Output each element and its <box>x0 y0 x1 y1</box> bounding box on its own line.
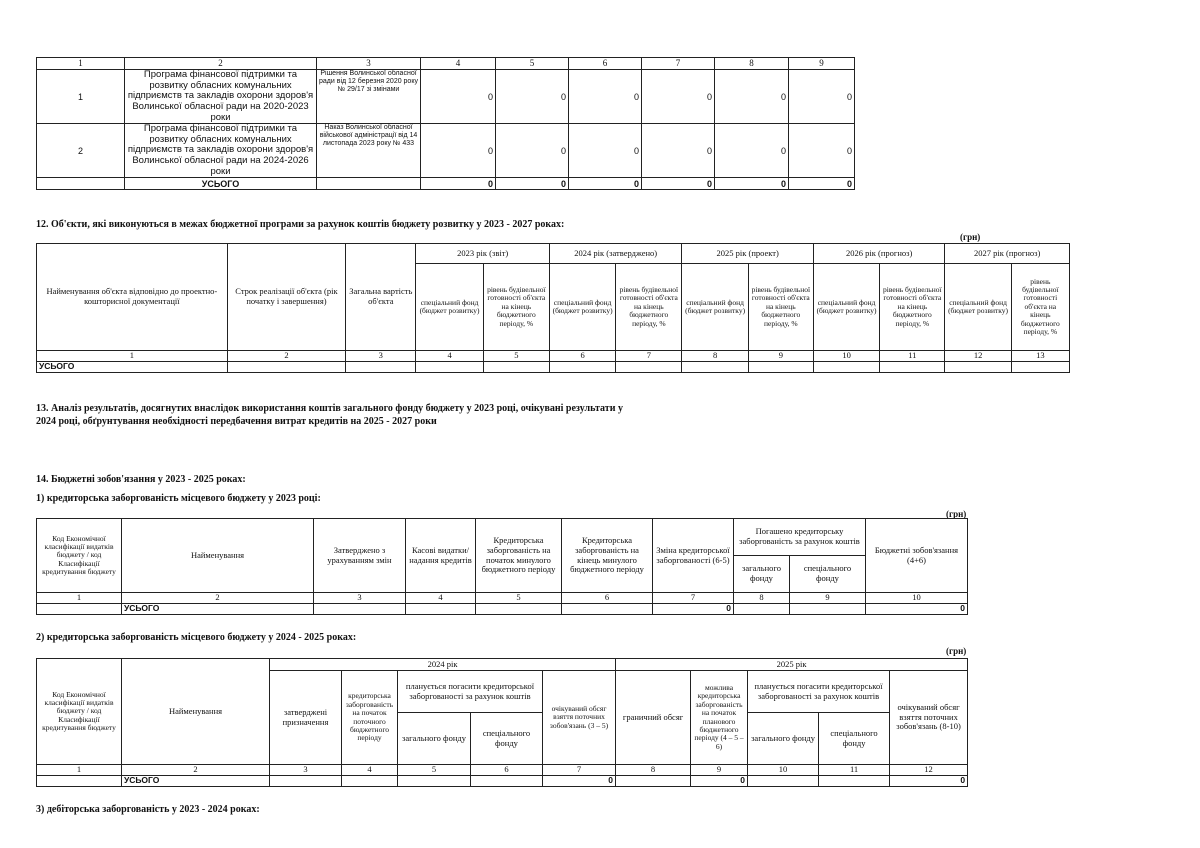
col-num: 2 <box>227 351 345 362</box>
header-repaid: Погашено кредиторську заборгованість за рахунок коштів <box>734 519 866 556</box>
col-num: 8 <box>682 351 748 362</box>
col-num: 6 <box>569 58 642 70</box>
header-readiness: рівень будівельної готовності об'єкта на кінець бюджетного періоду, % <box>483 264 549 351</box>
header-possible-debt: можлива кредиторська заборгованість на початок планового бюджетного періоду (4 – 5 – 6) <box>691 671 748 765</box>
header-change: Зміна кредиторської заборгованості (6-5) <box>653 519 734 593</box>
col-num: 10 <box>866 593 968 604</box>
value-cell: 0 <box>496 124 569 178</box>
table-row <box>37 124 855 178</box>
column-number-row <box>37 593 968 604</box>
total-value: 0 <box>496 178 569 190</box>
col-num: 4 <box>406 593 476 604</box>
header-general-fund: загального фонду <box>748 713 819 765</box>
value-cell: 0 <box>421 124 496 178</box>
header-limit: граничний обсяг <box>616 671 691 765</box>
value-cell: 0 <box>715 70 789 124</box>
total-row <box>37 362 1070 373</box>
col-num: 1 <box>37 351 228 362</box>
table-row <box>37 70 855 124</box>
col-num: 9 <box>790 593 866 604</box>
subsection-2-heading: 2) кредиторська заборгованість місцевого бюджету у 2024 - 2025 роках: <box>36 632 357 643</box>
payables-2023-table <box>36 518 968 615</box>
header-object-name: Найменування об'єкта відповідно до проектно-кошторисної документації <box>37 244 228 351</box>
header-row <box>37 519 968 556</box>
empty-cell <box>317 178 421 190</box>
section-12-heading: 12. Об'єкти, які виконуються в межах бюджетної програми за рахунок коштів бюджету розвитку у 2023 - 2027 роках: <box>36 219 565 230</box>
col-num: 9 <box>691 765 748 776</box>
program-name: Програма фінансової підтримки та розвитку обласних комунальних підприємств та закладів охорони здоров'я Волинської обласної ради на 2024-2026 роки <box>125 124 317 178</box>
col-num: 3 <box>346 351 416 362</box>
header-term: Строк реалізації об'єкта (рік початку і завершення) <box>227 244 345 351</box>
program-name: Програма фінансової підтримки та розвитку обласних комунальних підприємств та закладів охорони здоров'я Волинської обласної ради на 2020-2023 роки <box>125 70 317 124</box>
header-special-fund: спеціальний фонд (бюджет розвитку) <box>813 264 879 351</box>
header-name: Найменування <box>122 519 314 593</box>
value-cell: 0 <box>569 70 642 124</box>
header-year: 2023 рік (звіт) <box>416 244 550 264</box>
header-debt-end: Кредиторська заборгованість на кінець минулого бюджетного періоду <box>562 519 653 593</box>
header-special-fund: спеціальний фонд (бюджет розвитку) <box>945 264 1011 351</box>
total-value: 0 <box>789 178 855 190</box>
header-year: 2025 рік (проект) <box>682 244 813 264</box>
total-value: 0 <box>866 604 968 615</box>
total-value: 0 <box>653 604 734 615</box>
col-num: 12 <box>890 765 968 776</box>
col-num: 4 <box>416 351 483 362</box>
program-basis: Рішення Волинської обласної ради від 12 березня 2020 року № 29/17 зі змінами <box>317 70 421 124</box>
total-value: 0 <box>691 776 748 787</box>
total-value: 0 <box>890 776 968 787</box>
value-cell: 0 <box>569 124 642 178</box>
section-14-heading: 14. Бюджетні зобов'язання у 2023 - 2025 роках: <box>36 474 246 485</box>
col-num: 4 <box>342 765 398 776</box>
subsection-1-heading: 1) кредиторська заборгованість місцевого бюджету у 2023 році: <box>36 493 321 504</box>
header-general-fund: загального фонду <box>398 713 471 765</box>
value-cell: 0 <box>642 70 715 124</box>
col-num: 11 <box>880 351 945 362</box>
unit-label: (грн) <box>960 232 981 242</box>
col-num: 5 <box>496 58 569 70</box>
total-value: 0 <box>421 178 496 190</box>
unit-label: (грн) <box>946 646 967 656</box>
header-cash: Касові видатки/ надання кредитів <box>406 519 476 593</box>
unit-label: (грн) <box>946 509 967 519</box>
header-expected: очікуваний обсяг взяття поточних зобов'язань (8-10) <box>890 671 968 765</box>
col-num: 1 <box>37 593 122 604</box>
section-13-line-1: 13. Аналіз результатів, досягнутих внаслідок використання коштів загального фонду бюджету у 2023 році, очікувані результати у <box>36 403 623 414</box>
header-debt-start: кредиторська заборгованість на початок поточного бюджетного періоду <box>342 671 398 765</box>
header-year: 2027 рік (прогноз) <box>945 244 1070 264</box>
header-year: 2025 рік <box>616 659 968 671</box>
col-num: 7 <box>543 765 616 776</box>
col-num: 2 <box>125 58 317 70</box>
col-num: 7 <box>653 593 734 604</box>
header-approved: Затверджено з урахуванням змін <box>314 519 406 593</box>
col-num: 9 <box>748 351 813 362</box>
header-readiness: рівень будівельної готовності об'єкта на кінець бюджетного періоду, % <box>1011 264 1069 351</box>
col-num: 13 <box>1011 351 1069 362</box>
col-num: 4 <box>421 58 496 70</box>
header-planned: планується погасити кредиторської заборгованості за рахунок коштів <box>748 671 890 713</box>
col-num: 2 <box>122 593 314 604</box>
header-year: 2024 рік <box>270 659 616 671</box>
col-num: 5 <box>483 351 549 362</box>
col-num: 6 <box>549 351 615 362</box>
total-value: 0 <box>569 178 642 190</box>
header-year: 2024 рік (затверджено) <box>549 244 682 264</box>
col-num: 6 <box>562 593 653 604</box>
total-value: 0 <box>715 178 789 190</box>
header-special-fund: спеціального фонду <box>790 556 866 593</box>
row-number: 2 <box>37 124 125 178</box>
total-value: 0 <box>543 776 616 787</box>
col-num: 5 <box>398 765 471 776</box>
header-obligations: Бюджетні зобов'язання (4+6) <box>866 519 968 593</box>
header-approved: затверджені призначення <box>270 671 342 765</box>
total-label: УСЬОГО <box>125 178 317 190</box>
value-cell: 0 <box>496 70 569 124</box>
header-special-fund: спеціальний фонд (бюджет розвитку) <box>416 264 483 351</box>
total-row <box>37 178 855 190</box>
col-num: 6 <box>471 765 543 776</box>
total-label: УСЬОГО <box>37 362 228 373</box>
header-readiness: рівень будівельної готовності об'єкта на кінець бюджетного періоду, % <box>880 264 945 351</box>
value-cell: 0 <box>715 124 789 178</box>
programs-table <box>36 57 855 190</box>
col-num: 7 <box>616 351 682 362</box>
header-code: Код Економічної класифікації видатків бюджету / код Класифікації кредитування бюджету <box>37 519 122 593</box>
section-13-line-2: 2024 році, обґрунтування необхідності передбачення витрат кредитів на 2025 - 2027 роки <box>36 415 437 427</box>
subsection-3-heading: 3) дебіторська заборгованість у 2023 - 2024 роках: <box>36 804 260 815</box>
col-num: 3 <box>314 593 406 604</box>
payables-2024-2025-table <box>36 658 968 787</box>
col-num: 3 <box>317 58 421 70</box>
construction-objects-table <box>36 243 1070 373</box>
column-number-row <box>37 765 968 776</box>
col-num: 7 <box>642 58 715 70</box>
value-cell: 0 <box>789 124 855 178</box>
header-readiness: рівень будівельної готовності об'єкта на кінець бюджетного періоду, % <box>748 264 813 351</box>
header-special-fund: спеціальний фонд (бюджет розвитку) <box>682 264 748 351</box>
header-row <box>37 659 968 671</box>
header-special-fund: спеціального фонду <box>471 713 543 765</box>
col-num: 10 <box>813 351 879 362</box>
section-13-heading <box>36 403 623 428</box>
col-num: 8 <box>616 765 691 776</box>
total-row <box>37 604 968 615</box>
total-row <box>37 776 968 787</box>
header-general-fund: загального фонду <box>734 556 790 593</box>
total-label: УСЬОГО <box>122 776 270 787</box>
empty-cell <box>37 178 125 190</box>
col-num: 5 <box>476 593 562 604</box>
header-special-fund: спеціального фонду <box>819 713 890 765</box>
total-label: УСЬОГО <box>122 604 314 615</box>
header-code: Код Економічної класифікації видатків бюджету / код Класифікації кредитування бюджету <box>37 659 122 765</box>
header-planned: планується погасити кредиторської заборгованості за рахунок коштів <box>398 671 543 713</box>
value-cell: 0 <box>421 70 496 124</box>
header-readiness: рівень будівельної готовності об'єкта на кінець бюджетного періоду, % <box>616 264 682 351</box>
col-num: 3 <box>270 765 342 776</box>
header-year: 2026 рік (прогноз) <box>813 244 945 264</box>
header-row <box>37 244 1070 264</box>
header-expected: очікуваний обсяг взяття поточних зобов'язань (3 – 5) <box>543 671 616 765</box>
column-number-row <box>37 58 855 70</box>
total-value: 0 <box>642 178 715 190</box>
header-debt-start: Кредиторська заборгованість на початок минулого бюджетного періоду <box>476 519 562 593</box>
value-cell: 0 <box>642 124 715 178</box>
row-number: 1 <box>37 70 125 124</box>
value-cell: 0 <box>789 70 855 124</box>
header-name: Найменування <box>122 659 270 765</box>
col-num: 11 <box>819 765 890 776</box>
col-num: 1 <box>37 765 122 776</box>
col-num: 10 <box>748 765 819 776</box>
program-basis: Наказ Волинської обласної військової адміністрації від 14 листопада 2023 року № 433 <box>317 124 421 178</box>
col-num: 2 <box>122 765 270 776</box>
col-num: 9 <box>789 58 855 70</box>
header-total-cost: Загальна вартість об'єкта <box>346 244 416 351</box>
col-num: 1 <box>37 58 125 70</box>
col-num: 8 <box>715 58 789 70</box>
col-num: 12 <box>945 351 1011 362</box>
header-special-fund: спеціальний фонд (бюджет розвитку) <box>549 264 615 351</box>
col-num: 8 <box>734 593 790 604</box>
column-number-row <box>37 351 1070 362</box>
